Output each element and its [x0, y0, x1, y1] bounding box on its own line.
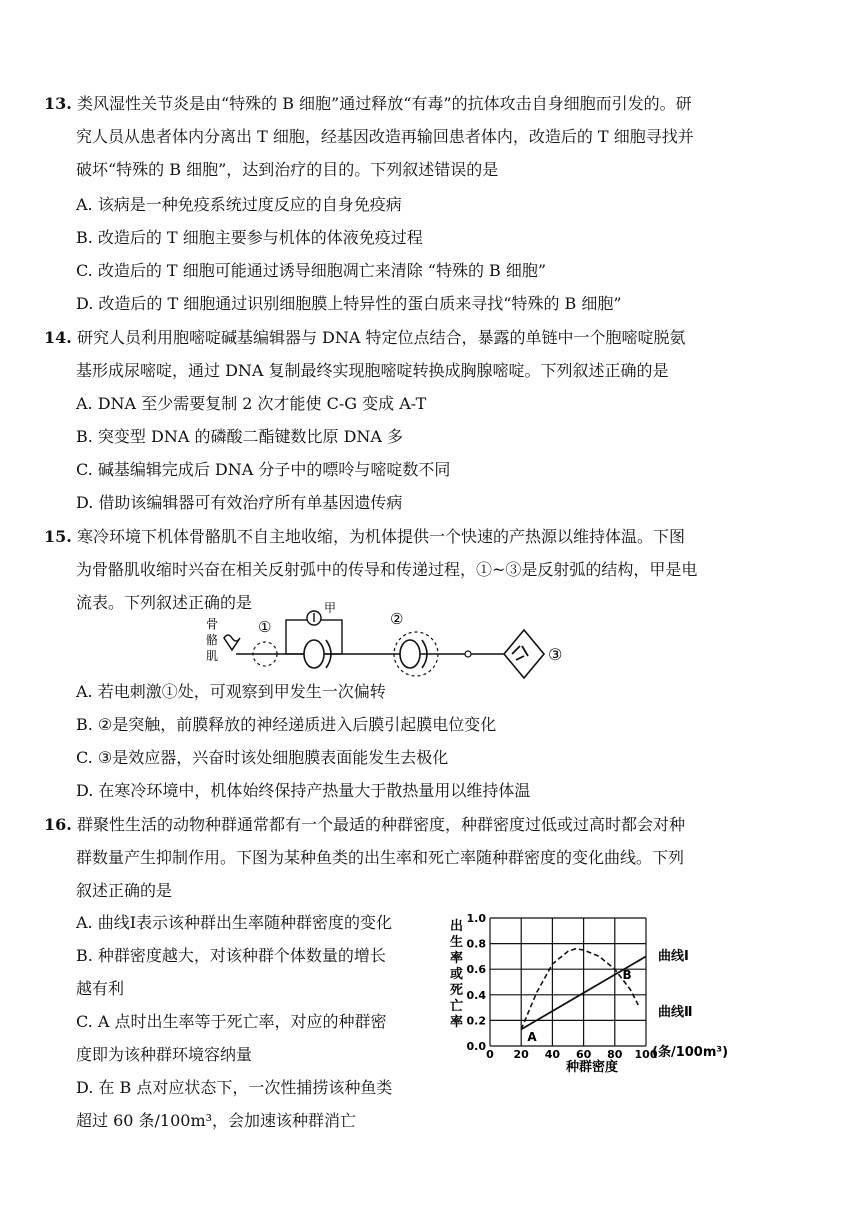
chart-y-tick-label: 0.8 [466, 937, 486, 951]
q15-option-b: B. ②是突触，前膜释放的神经递质进入后膜引起膜电位变化 [76, 715, 497, 734]
synapse-1-bulb [304, 640, 324, 668]
q13-stem-line-1 [44, 94, 692, 114]
chart-ylabel-char: 率 [450, 1015, 464, 1030]
q15-number: 15. [44, 527, 72, 546]
muscle-fiber-icon [224, 635, 240, 650]
chart-ylabel-char: 亡 [450, 999, 464, 1014]
q16-stem-line-2: 群数量产生抑制作用。下图为某种鱼类的出生率和死亡率随种群密度的变化曲线。下列 [76, 848, 685, 867]
q16-stem-line-1 [44, 815, 685, 835]
q16-number: 16. [44, 815, 72, 834]
q14-stem-line-2: 基形成尿嘧啶，通过 DNA 复制最终实现胞嘧啶转换成胸腺嘧啶。下列叙述正确的是 [76, 361, 669, 380]
q15-stem-text-1: 寒冷环境下机体骨骼肌不自主地收缩，为机体提供一个快速的产热源以维持体温。下图 [76, 527, 685, 546]
chart-ylabel-char: 出 [450, 919, 464, 934]
q16-option-b-cont: 越有利 [76, 979, 125, 998]
q16-option-d-cont: 超过 60 条/100m³，会加速该种群消亡 [76, 1111, 357, 1130]
q16-stem-text-1: 群聚性生活的动物种群通常都有一个最适的种群密度，种群密度过低或过高时都会对种 [76, 815, 685, 834]
q16-option-b: B. 种群密度越大，对该种群个体数量的增长 [76, 946, 386, 965]
chart-points [527, 968, 631, 1044]
chart-series-2-line [521, 949, 638, 1030]
q13-number: 13. [44, 94, 72, 113]
q13-option-b: B. 改造后的 T 细胞主要参与机体的体液免疫过程 [76, 228, 423, 247]
chart-legend [658, 948, 693, 1020]
q13-stem-line-3: 破坏“特殊的 B 细胞”，达到治疗的目的。下列叙述错误的是 [76, 160, 499, 179]
q13-option-c: C. 改造后的 T 细胞可能通过诱导细胞凋亡来清除 “特殊的 B 细胞” [76, 261, 547, 280]
site2-label: ② [390, 610, 404, 628]
q14-option-d: D. 借助该编辑器可有效治疗所有单基因遗传病 [76, 493, 403, 512]
q15-stem-line-1 [44, 527, 685, 547]
chart-ylabel-char: 或 [450, 967, 464, 982]
q16-option-c-cont: 度即为该种群环境容纳量 [76, 1045, 253, 1064]
q15-stem-line-2: 为骨骼肌收缩时兴奋在相关反射弧中的传导和传递过程，①~③是反射弧的结构，甲是电 [76, 560, 698, 579]
muscle-label-3: 肌 [206, 649, 219, 663]
q16-option-c: C. A 点时出生率等于死亡率，对应的种群密 [76, 1012, 387, 1031]
chart-legend-entry: 曲线Ⅰ [658, 949, 689, 964]
q14-number: 14. [44, 328, 72, 347]
chart-ticks [467, 912, 658, 1061]
chart-x-axis-label: 种群密度 [566, 1060, 619, 1075]
chart-point-label: A [527, 1029, 537, 1044]
chart-x-tick-label: 80 [607, 1048, 623, 1061]
birth-death-rate-chart [436, 908, 756, 1078]
chart-y-axis-label [450, 918, 463, 1030]
chart-x-tick-label: 20 [513, 1048, 529, 1061]
q15-option-c: C. ③是效应器，兴奋时该处细胞膜表面能发生去极化 [76, 748, 449, 767]
q14-stem-line-1 [44, 328, 686, 348]
muscle-label-1: 骨 [206, 617, 219, 631]
chart-x-unit: (条/100m³) [652, 1045, 729, 1060]
chart-x-tick-label: 60 [575, 1048, 592, 1061]
q13-option-d: D. 改造后的 T 细胞通过识别细胞膜上特异性的蛋白质来寻找“特殊的 B 细胞” [76, 294, 622, 313]
receptor-diamond [504, 630, 544, 678]
chart-legend-entry: 曲线Ⅱ [658, 1005, 693, 1020]
q13-stem-text-1: 类风湿性关节炎是由“特殊的 B 细胞”通过释放“有毒”的抗体攻击自身细胞而引发的。研 [76, 94, 692, 113]
q16-option-a: A. 曲线Ⅰ表示该种群出生率随种群密度的变化 [76, 913, 393, 932]
chart-ylabel-char: 生 [450, 935, 464, 950]
chart-y-tick-label: 1.0 [466, 912, 486, 925]
synapse-2-bulb [400, 640, 420, 668]
q14-option-a: A. DNA 至少需要复制 2 次才能使 C-G 变成 A-T [76, 394, 427, 413]
chart-x-tick-label: 40 [544, 1048, 561, 1061]
q14-option-b: B. 突变型 DNA 的磷酸二酯键数比原 DNA 多 [76, 427, 404, 446]
q13-stem-line-2: 究人员从患者体内分离出 T 细胞，经基因改造再输回患者体内，改造后的 T 细胞寻找并 [76, 127, 694, 146]
q15-option-d: D. 在寒冷环境中，机体始终保持产热量大于散热量用以维持体温 [76, 781, 531, 800]
chart-y-tick-label: 0.2 [466, 1014, 486, 1028]
q16-option-d: D. 在 B 点对应状态下，一次性捕捞该种鱼类 [76, 1078, 393, 1097]
chart-y-tick-label: 0.6 [466, 963, 486, 977]
muscle-label-2: 骼 [206, 633, 219, 647]
site3-label: ③ [548, 645, 563, 664]
chart-y-tick-label: 0.4 [466, 988, 486, 1002]
ganglion-dot [465, 651, 471, 657]
q15-option-a: A. 若电刺激①处，可观察到甲发生一次偏转 [76, 682, 386, 701]
q13-option-a: A. 该病是一种免疫系统过度反应的自身免疫病 [76, 195, 402, 214]
reflex-arc-diagram [200, 598, 570, 688]
chart-point-label: B [622, 968, 632, 983]
chart-ylabel-char: 死 [450, 983, 464, 998]
chart-y-tick-label: 0.0 [466, 1040, 486, 1053]
chart-x-tick-label: 100 [634, 1048, 658, 1061]
site1-label: ① [258, 618, 272, 636]
q14-stem-text-1: 研究人员利用胞嘧啶碱基编辑器与 DNA 特定位点结合，暴露的单链中一个胞嘧啶脱氨 [76, 328, 686, 347]
meter-label: 甲 [324, 601, 337, 615]
chart-ylabel-char: 率 [450, 951, 464, 966]
q16-stem-line-3: 叙述正确的是 [76, 881, 173, 900]
q14-option-c: C. 碱基编辑完成后 DNA 分子中的嘌呤与嘧啶数不同 [76, 460, 451, 479]
chart-x-tick-label: 0 [486, 1048, 494, 1061]
q15-stem-line-3: 流表。下列叙述正确的是 [76, 593, 253, 612]
